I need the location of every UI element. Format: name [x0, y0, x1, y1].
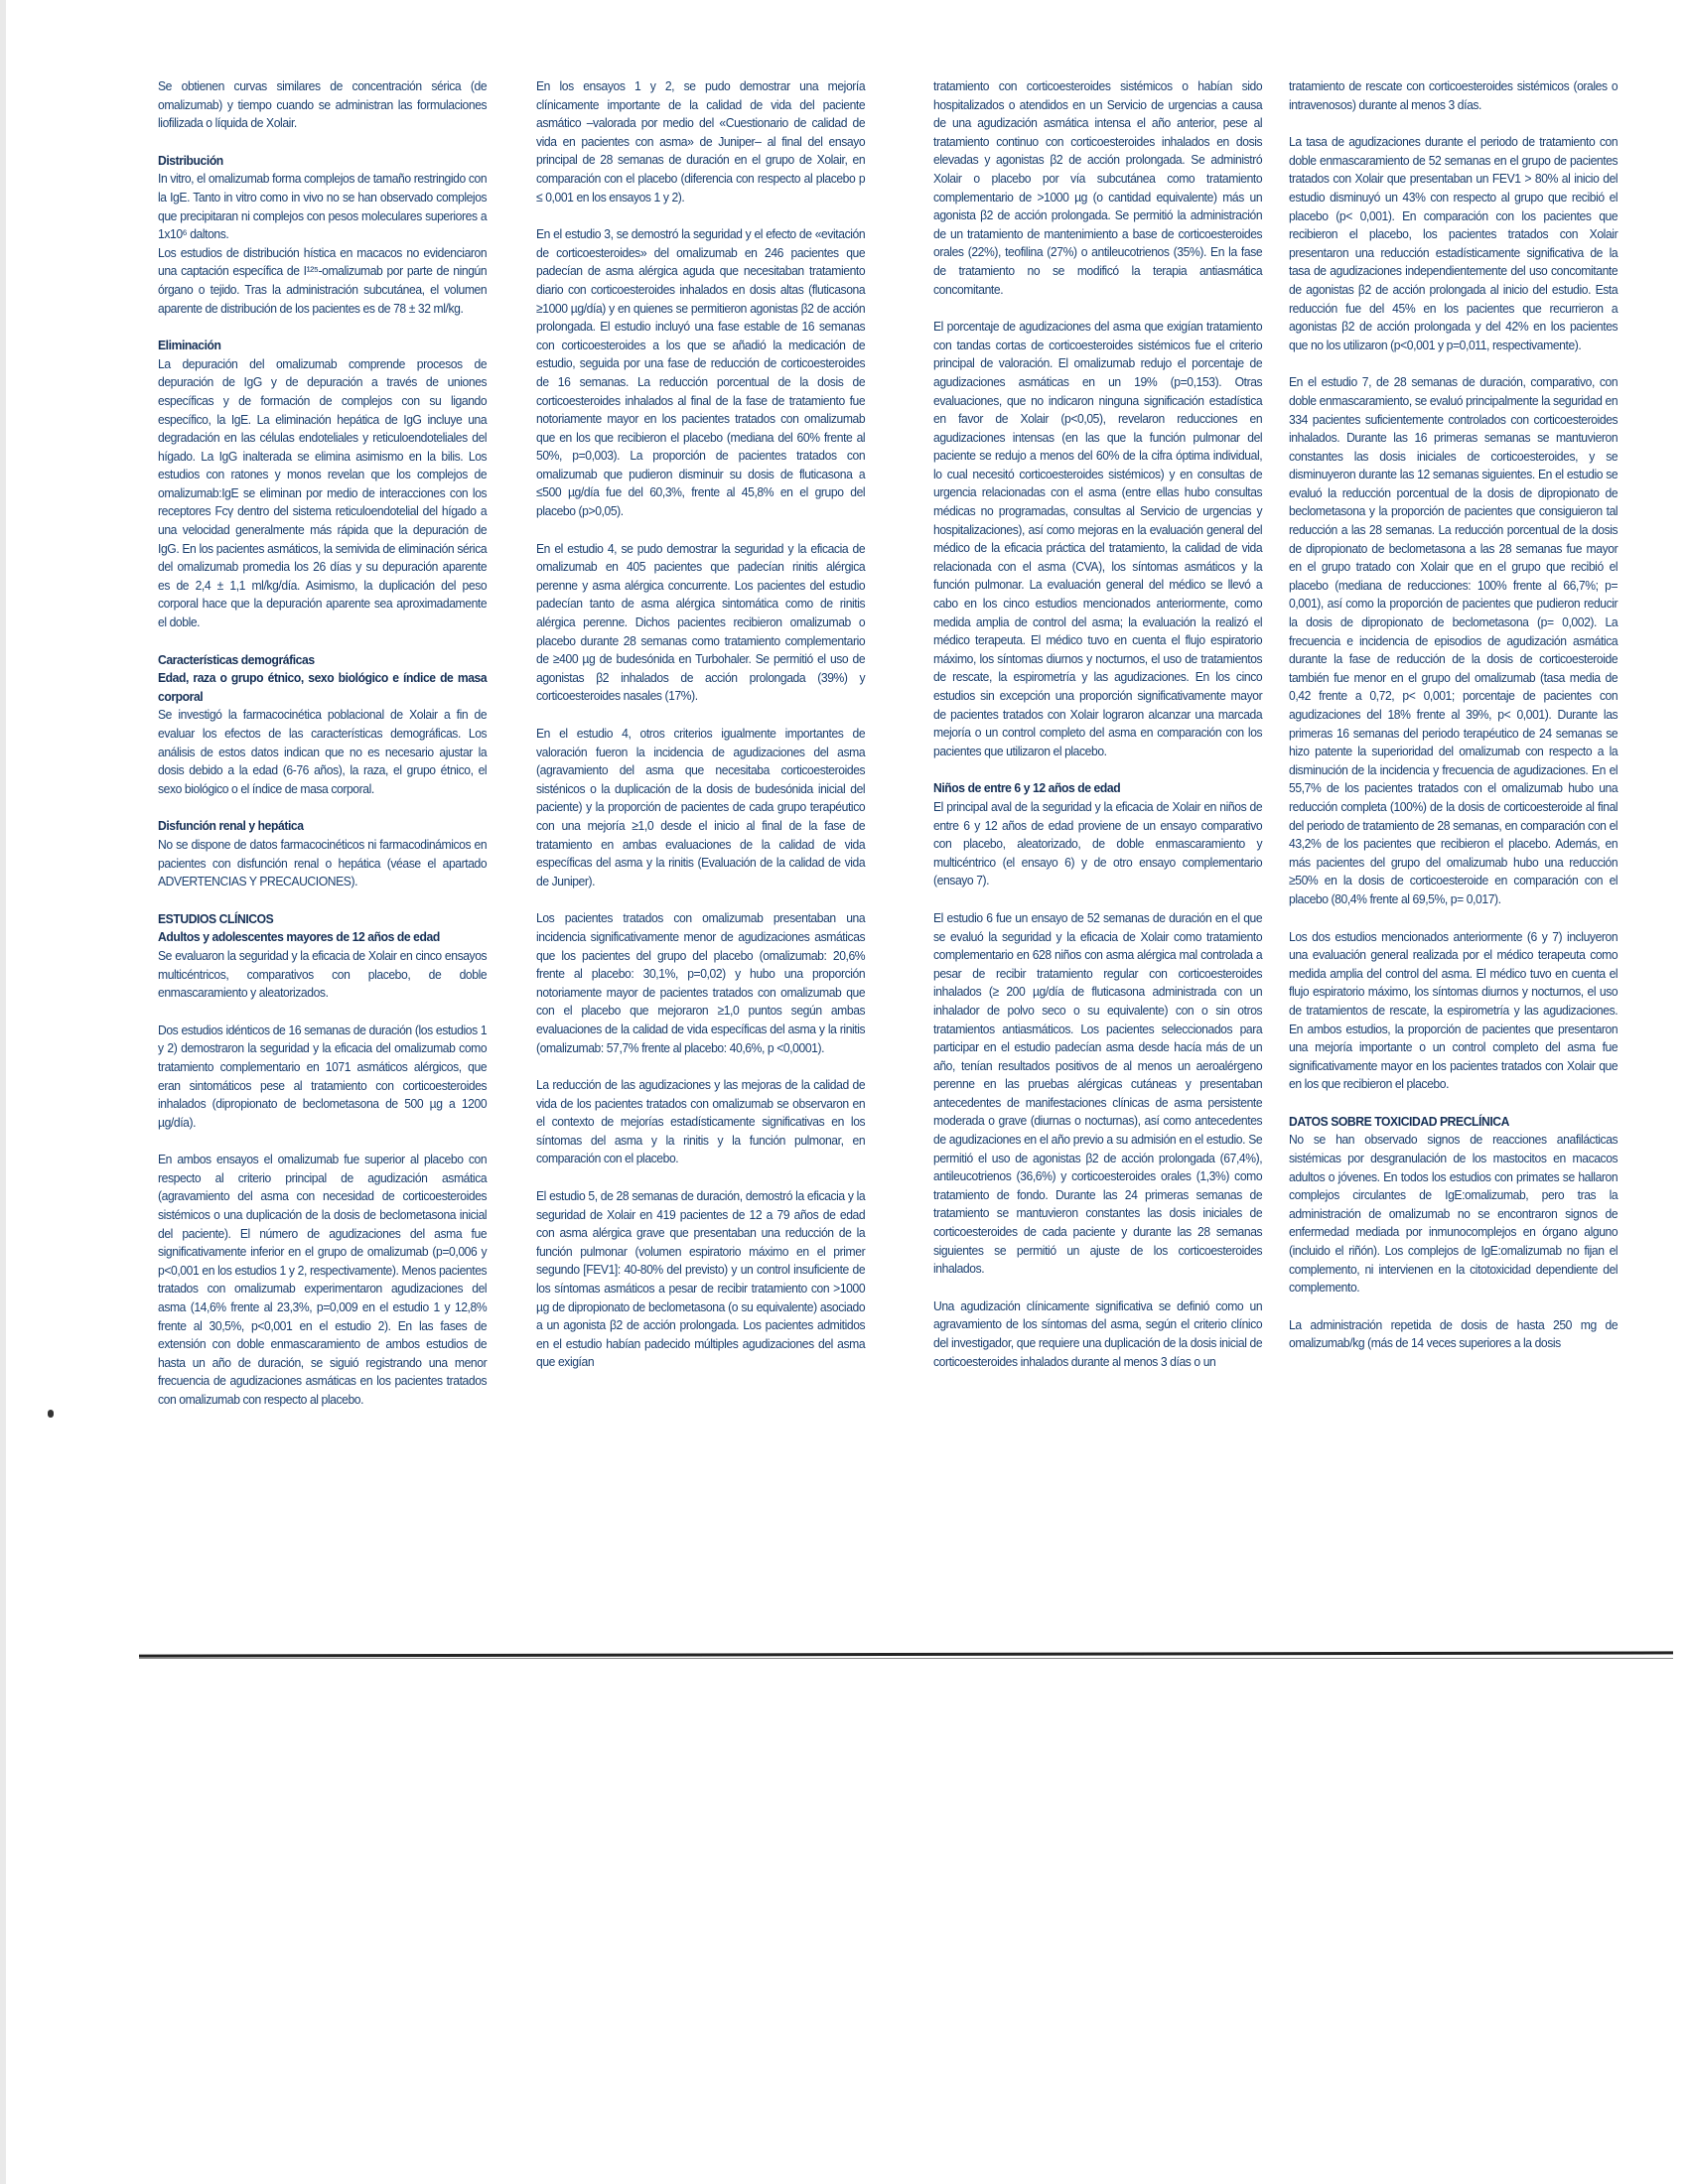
page-fold-shadow	[139, 1658, 1673, 1659]
paragraph: Los pacientes tratados con omalizumab presentaban una incidencia significativamente menor de agudizaciones asmáticas que los pacientes del grupo del placebo (omalizumab: 20,6% frente al placebo: 30,1%, p=0,02) y hubo una proporción notoriamente mayor de pacientes tratados con omalizumab que con el placebo que mejoraron ≥1,0 puntos según ambas evaluaciones de la calidad de vida específicas del asma y la rinitis (omalizumab: 57,7% frente al placebo: 40,6%, p <0,0001).	[536, 910, 866, 1055]
section-heading: Edad, raza o grupo étnico, sexo biológico e índice de masa corporal	[158, 670, 488, 704]
paragraph: tratamiento con corticoesteroides sistémicos o habían sido hospitalizados o atendidos en un Servicio de urgencias a causa de una agudización asmática intensa el año anterior, pese al tratamiento continuo con corticoesteroides inhalados en dosis elevadas y agonistas β2 de acción prolongada. Se administró Xolair o placebo por vía subcutánea como tratamiento complementario de >1000 µg (o cantidad equivalente) más un agonista β2 de acción prolongada. Se permitió la administración de un tratamiento de mantenimiento a base de corticoesteroides orales (22%), teofilina (27%) o antileucotrienos (35%). En la fase de tratamiento no se modificó la terapia antiasmática concomitante.	[933, 78, 1263, 297]
paragraph: Una agudización clínicamente significativa se definió como un agravamiento de los síntomas del asma, según el criterio clínico del investigador, que requiere una duplicación de la dosis inicial de corticoesteroides inhalados durante al menos 3 días o un	[933, 1297, 1263, 1369]
paragraph: La tasa de agudizaciones durante el periodo de tratamiento con doble enmascaramiento de 52 semanas en el grupo de pacientes tratados con Xolair que presentaban un FEV1 > 80% al inicio del estudio disminuyó un 43% con respecto al grupo que recibió el placebo (p< 0,001). En comparación con los pacientes que recibieron el placebo, los pacientes tratados con Xolair presentaron una reducción estadísticamente significativa de la tasa de agudizaciones independientemente del uso concomitante de agonistas β2 de acción prolongada al inicio del estudio. Esta reducción fue del 45% en los pacientes que recurrieron a agonistas β2 de acción prolongada y del 42% en los pacientes que no los utilizaron (p<0,001 y p=0,011, respectivamente).	[1289, 134, 1618, 352]
paragraph: La administración repetida de dosis de hasta 250 mg de omalizumab/kg (más de 14 veces superiores a la dosis	[1289, 1316, 1618, 1351]
section-heading: ESTUDIOS CLÍNICOS	[158, 910, 274, 926]
paragraph: Dos estudios idénticos de 16 semanas de duración (los estudios 1 y 2) demostraron la seguridad y la eficacia del omalizumab como tratamiento complementario en 1071 asmáticos alérgicos, que eran sintomáticos pese al tratamiento con corticoesteroides inhalados (dipropionato de beclometasona de 500 µg a 1200 µg/día).	[158, 1022, 488, 1130]
paragraph: El estudio 5, de 28 semanas de duración, demostró la eficacia y la seguridad de Xolair en 419 pacientes de 12 a 79 años de edad con asma alérgica grave que presentaban una reducción de la función pulmonar (volumen espiratorio máximo en el primer segundo [FEV1]: 40-80% del previsto) y un control insuficiente de los síntomas asmáticos a pesar de recibir tratamiento con >1000 µg de dipropionato de beclometasona (o su equivalente) asociado a un agonista β2 de acción prolongada. Los pacientes admitidos en el estudio habían padecido múltiples agudizaciones del asma que exigían	[536, 1188, 866, 1370]
scan-edge	[0, 0, 6, 2184]
paragraph: El principal aval de la seguridad y la eficacia de Xolair en niños de entre 6 y 12 años de edad proviene de un ensayo comparativo con placebo, aleatorizado, de doble enmascaramiento y multicéntrico (el ensayo 6) y de otro ensayo complementario (ensayo 7).	[933, 798, 1263, 888]
paragraph: Se evaluaron la seguridad y la eficacia de Xolair en cinco ensayos multicéntricos, comparativos con placebo, de doble enmascaramiento y aleatorizados.	[158, 947, 488, 1001]
paragraph: En ambos ensayos el omalizumab fue superior al placebo con respecto al criterio principal de agudización asmática (agravamiento del asma con necesidad de corticoesteroides sistémicos o una duplicación de la dosis de beclometasona inicial del paciente). El número de agudizaciones del asma fue significativamente inferior en el grupo de omalizumab (p=0,006 y p<0,001 en los estudios 1 y 2, respectivamente). Menos pacientes tratados con omalizumab experimentaron agudizaciones del asma (14,6% frente al 23,3%, p=0,009 en el estudio 1 y 12,8% frente al 30,5%, p<0,001 en el estudio 2). En las fases de extensión con doble enmascaramiento de ambos estudios de hasta un año de duración, se siguió registrando una menor frecuencia de agudizaciones asmáticas en los pacientes tratados con omalizumab con respecto al placebo.	[158, 1152, 488, 1407]
paragraph: En el estudio 7, de 28 semanas de duración, comparativo, con doble enmascaramiento, se evaluó principalmente la seguridad en 334 pacientes suficientemente controlados con corticoesteroides inhalados. Durante las 16 primeras semanas se mantuvieron constantes las dosis iniciales de corticoesteroides, y se disminuyeron durante las 12 semanas siguientes. En el estudio se evaluó la reducción porcentual de la dosis de dipropionato de beclometasona y la proporción de pacientes que consiguieron tal reducción a las 28 semanas. La reducción porcentual de la dosis de dipropionato de beclometasona a las 28 semanas fue mayor en el grupo tratado con Xolair que en el grupo que recibió el placebo (mediana de reducciones: 100% frente al 66,7%; p= 0,001), así como la proporción de pacientes que pudieron reducir la dosis de dipropionato de beclometasona (p= 0,002). La frecuencia e incidencia de episodios de agudización asmática durante la fase de reducción de la dosis de corticoesteroide también fue menor en el grupo del omalizumab (tasa media de 0,42 frente a 0,72, p< 0,001; porcentaje de pacientes con agudizaciones del 18% frente al 39%, p< 0,001). Durante las primeras 16 semanas del periodo terapéutico de 24 semanas se hizo patente la superioridad del omalizumab con respecto a la disminución de la incidencia y frecuencia de agudizaciones. En el 55,7% de los pacientes tratados con el omalizumab hubo una reducción completa (100%) de la dosis de corticoesteroide al final del periodo de tratamiento de 28 semanas, en comparación con el 43,2% de los pacientes que recibieron el placebo. Además, en más pacientes del grupo del omalizumab hubo una reducción ≥50% en la dosis de corticoesteroide en comparación con el placebo (80,4% frente al 69,5%, p= 0,017).	[1289, 374, 1618, 906]
paragraph: In vitro, el omalizumab forma complejos de tamaño restringido con la IgE. Tanto in vitro como in vivo no se han observado complejos que precipitaran ni complejos con pesos moleculares superiores a 1x10⁶ daltons.	[158, 171, 488, 242]
column-1	[158, 77, 487, 1429]
paragraph: En el estudio 4, se pudo demostrar la seguridad y la eficacia de omalizumab en 405 pacientes que padecían rinitis alérgica perenne y asma alérgica concurrente. Los pacientes del estudio padecían tanto de asma alérgica sintomática como de rinitis alérgica perenne. Dichos pacientes recibieron omalizumab o placebo durante 28 semanas como tratamiento complementario de ≥400 µg de budesónida en Turbohaler. Se permitió el uso de agonistas β2 inhalados de acción prolongada (39%) y corticoesteroides nasales (17%).	[536, 540, 866, 704]
paragraph: La reducción de las agudizaciones y las mejoras de la calidad de vida de los pacientes tratados con omalizumab se observaron en el contexto de mejorías estadísticamente significativas en los síntomas del asma y la rinitis y la función pulmonar, en comparación con el placebo.	[536, 1077, 866, 1166]
column-3	[933, 77, 1262, 1390]
paragraph: Se investigó la farmacocinética poblacional de Xolair a fin de evaluar los efectos de las características demográficas. Los análisis de estos datos indican que no es necesario ajustar la dosis debido a la edad (6-76 años), la raza, el grupo étnico, el sexo biológico o el índice de masa corporal.	[158, 707, 488, 796]
paragraph: Los estudios de distribución hística en macacos no evidenciaron una captación específica de I¹²⁵-omalizumab por parte de ningún órgano o tejido. Tras la administración subcutánea, el volumen aparente de distribución de los pacientes es de 78 ± 32 ml/kg.	[158, 244, 488, 316]
section-heading: Disfunción renal y hepática	[158, 818, 304, 834]
paragraph: No se han observado signos de reacciones anafilácticas sistémicas por desgranulación de los mastocitos en macacos adultos o jóvenes. En todos los estudios con primates se hallaron complejos circulantes de IgE:omalizumab, pero tras la administración de omalizumab no se encontraron signos de enfermedad mediada por inmunocomplejos en órgano alguno (incluido el riñón). Los complejos de IgE:omalizumab no fijan el complemento, ni intervienen en la citotoxicidad dependiente del complemento.	[1289, 1132, 1618, 1296]
scan-speck	[48, 1410, 54, 1418]
paragraph: La depuración del omalizumab comprende procesos de depuración de IgG y de depuración a través de uniones específicas y de formación de complejos con su ligando específico, la IgE. La eliminación hepática de IgG incluye una degradación en las células endoteliales y reticuloendoteliales del hígado. La IgG inalterada se elimina asimismo en la bilis. Los estudios con ratones y monos revelan que los complejos de omalizumab:IgE se eliminan por medio de interacciones con los receptores Fcγ dentro del sistema reticuloendotelial del hígado a una velocidad generalmente más rápida que la depuración de IgG. En los pacientes asmáticos, la semivida de eliminación sérica del omalizumab promedia los 26 días y su depuración aparente es de 2,4 ± 1,1 ml/kg/día. Asimismo, la duplicación del peso corporal hace que la depuración aparente sea aproximadamente el doble.	[158, 355, 488, 630]
paragraph: El estudio 6 fue un ensayo de 52 semanas de duración en el que se evaluó la seguridad y la eficacia de Xolair como tratamiento complementario en 628 niños con asma alérgica mal controlada a pesar de recibir tratamiento regular con corticoesteroides inhalados (≥ 200 µg/día de fluticasona administrada con un inhalador de polvo seco o su equivalente) con o sin otros tratamientos antiasmáticos. Los pacientes seleccionados para participar en el estudio padecían asma desde hacía más de un año, tenían resultados positivos de al menos un aeroalérgeno perenne en las pruebas alérgicas cutáneas y presentaban antecedentes de manifestaciones clínicas de asma persistente moderada o grave (diurnas o nocturnas), así como antecedentes de agudizaciones en el año previo a su admisión en el estudio. Se permitió el uso de agonistas β2 de acción prolongada (67,4%), antileucotrienos (36,6%) y corticoesteroides orales (1,3%) como tratamiento de fondo. Durante las 24 primeras semanas de tratamiento se mantuvieron constantes las dosis iniciales de corticoesteroides de cada paciente y durante las 28 semanas siguientes se permitió un ajuste de los corticoesteroides inhalados.	[933, 909, 1263, 1277]
page-fold-line	[139, 1651, 1673, 1657]
paragraph: En los ensayos 1 y 2, se pudo demostrar una mejoría clínicamente importante de la calidad de vida del paciente asmático –valorada por medio del «Cuestionario de calidad de vida en pacientes con asma» de Juniper– al final del ensayo principal de 28 semanas de duración en el grupo de Xolair, en comparación con el placebo (diferencia con respecto al placebo p ≤ 0,001 en los ensayos 1 y 2).	[536, 78, 866, 205]
paragraph: Los dos estudios mencionados anteriormente (6 y 7) incluyeron una evaluación general realizada por el médico terapeuta como medida amplia del control del asma. El médico tuvo en cuenta el flujo espiratorio máximo, los síntomas diurnos y nocturnos, el uso de tratamientos de rescate, la espirometría y las agudizaciones. En ambos estudios, la proporción de pacientes que presentaron una mejoría importante o un control completo del asma fue significativamente mayor en los pacientes tratados con Xolair que en los que recibieron el placebo.	[1289, 928, 1618, 1092]
column-2	[536, 77, 865, 1391]
section-heading: Niños de entre 6 y 12 años de edad	[933, 780, 1121, 796]
paragraph: En el estudio 4, otros criterios igualmente importantes de valoración fueron la incidencia de agudizaciones del asma (agravamiento del asma que necesitaba corticoesteroides sisténicos o la duplicación de la dosis de budesónida inicial del paciente) y la proporción de pacientes de cada grupo terapéutico con una mejoría ≥1,0 desde el inicio al final de la fase de tratamiento en ambas evaluaciones de la calidad de vida específicas del asma y la rinitis (Evaluación de la calidad de vida de Juniper).	[536, 726, 866, 888]
paragraph: No se dispone de datos farmacocinéticos ni farmacodinámicos en pacientes con disfunción renal o hepática (véase el apartado ADVERTENCIAS Y PRECAUCIONES).	[158, 836, 488, 889]
section-heading: Eliminación	[158, 338, 221, 353]
paragraph: El porcentaje de agudizaciones del asma que exigían tratamiento con tandas cortas de corticoesteroides sistémicos fue el criterio principal de valoración. El omalizumab redujo el porcentaje de agudizaciones asmáticas en un 19% (p=0,153). Otras evaluaciones, que no indicaron ninguna significación estadística en favor de Xolair (p<0,05), revelaron reducciones en agudizaciones intensas (en las que la función pulmonar del paciente se redujo a menos del 60% de la cifra óptima individual, lo cual necesitó corticoesteroides sistémicos) y en consultas de urgencia relacionadas con el asma (entre ellas hubo consultas médicas no programadas, consultas al Servicio de urgencias y hospitalizaciones), así como mejoras en la evaluación general del médico de la eficacia práctica del tratamiento, la calidad de vida relacionada con el asma (CVA), los síntomas asmáticos y la función pulmonar. La evaluación general del médico se llevó a cabo en los cinco estudios mencionados anteriormente, como medida amplia de control del asma; la evaluación la realizó el médico terapeuta. El médico tuvo en cuenta el flujo espiratorio máximo, los síntomas diurnos y nocturnos, el uso de tratamientos de rescate, la espirometría y las agudizaciones. En los cinco estudios sin excepción una proporción significativamente mayor de pacientes tratados con Xolair lograron alcanzar una marcada mejoría o un control completo del asma en comparación con los pacientes que utilizaron el placebo.	[933, 319, 1263, 758]
paragraph: tratamiento de rescate con corticoesteroides sistémicos (orales o intravenosos) durante al menos 3 días.	[1289, 78, 1618, 112]
section-heading: DATOS SOBRE TOXICIDAD PRECLÍNICA	[1289, 1113, 1510, 1129]
section-heading: Distribución	[158, 152, 223, 168]
column-4	[1289, 77, 1618, 1372]
section-heading: Características demográficas	[158, 651, 315, 667]
paragraph: Se obtienen curvas similares de concentración sérica (de omalizumab) y tiempo cuando se administran las formulaciones liofilizada o líquida de Xolair.	[158, 78, 488, 131]
paragraph: En el estudio 3, se demostró la seguridad y el efecto de «evitación de corticoesteroides» del omalizumab en 246 pacientes que padecían de asma alérgica aguda que necesitaban tratamiento diario con corticoesteroides inhalados en dosis altas (fluticasona ≥1000 µg/día) y en quienes se permitieron agonistas β2 de acción prolongada. El estudio incluyó una fase estable de 16 semanas con corticoesteroides a los que se añadió la medicación de estudio, seguida por una fase de reducción de corticoesteroides de 16 semanas. La reducción porcentual de la dosis de corticoesteroides inhalados al final de la fase de tratamiento fue notoriamente mayor en los pacientes tratados con omalizumab que en los que recibieron el placebo (mediana del 60% frente al 50%, p=0,003). La proporción de pacientes tratados con omalizumab que pudieron disminuir su dosis de fluticasona a ≤500 µg/día fue del 60,3%, frente al 45,8% en el grupo del placebo (p>0,05).	[536, 226, 866, 519]
section-heading: Adultos y adolescentes mayores de 12 años de edad	[158, 929, 440, 945]
